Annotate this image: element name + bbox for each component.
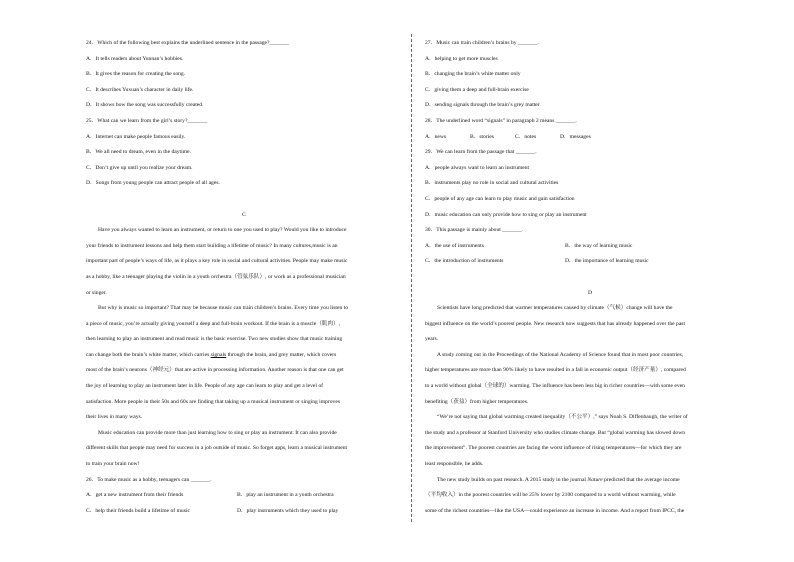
passage-c-line: important part of people’s ways of life, as it plays a key role in social and cultural activities. People may make music: [86, 258, 348, 265]
passage-c-text: through the brain, and grey matter, which covers: [226, 351, 337, 358]
q24-stem: 24．Which of the following best explains the underlined sentence in the passage?_______: [86, 40, 290, 46]
passage-d-line: years.: [425, 336, 439, 343]
q25-stem: 25．What can we learn from the girl’s story?_______: [86, 117, 208, 124]
q24-option-c: C．It describes Yuxuan’s character in daily life.: [86, 86, 194, 93]
q30-option-d: D．the importance of learning music: [565, 258, 649, 265]
q29-option-b: B．instruments play no role in social and cultural activities: [425, 180, 559, 187]
passage-d-line: A study coming out in the Proceedings of the National Academy of Science found that in most poor countries,: [437, 351, 684, 358]
passage-c-line: Have you always wanted to learn an instrument, or return to one you used to play? Would you like to introduce: [98, 227, 347, 234]
q25-option-d: D．Songs from young people can attract people of all ages.: [86, 180, 220, 187]
passage-d-line: Scientists have long predicted that warmer temperatures caused by climate（气候）change will have the: [437, 305, 673, 312]
q27-option-c: C．giving them a deep and full-brain exercise: [425, 86, 529, 93]
q28-option-c: C．notes: [515, 133, 537, 140]
passage-c-line: But why is music so important? That may be because music can train children’s brains. Every time you listen to: [98, 305, 349, 312]
q30-options-row: [425, 239, 755, 255]
passage-c-text: can change both the brain’s white matter, which carries: [86, 351, 211, 358]
q28-stem: 28．The underlined word “signals” in paragraph 2 means _______.: [425, 117, 577, 124]
passage-c-line: satisfaction. More people in their 50s and 60s are finding that taking up a musical instrument or singing improves: [86, 398, 340, 405]
passage-d-text: The new study builds on past research. A 2015 study in the journal: [437, 476, 588, 483]
q24-option-a: A．It tells readers about Yunnan’s hobbies.: [86, 55, 184, 62]
column-divider: [411, 34, 412, 522]
q30-stem: 30．This passage is mainly about _______.: [425, 227, 524, 234]
passage-c-heading: C: [242, 211, 246, 218]
passage-c-line: or singer.: [86, 289, 107, 296]
q25-option-a: A．Internet can make people famous easily.: [86, 133, 186, 140]
passage-d-line: “We’re not saying that global warming created inequality（不公平）,” says Noah S. Diffenbaugh, the writer of: [437, 414, 688, 421]
q28-options-row: [425, 130, 755, 146]
q25-option-b: B．We all need to dream, even in the daytime.: [86, 149, 191, 156]
q28-option-a: A．news: [425, 133, 447, 140]
q27-stem: 27．Music can train children’s brains by _______.: [425, 40, 539, 46]
passage-c-line: to train your brain now!: [86, 461, 140, 468]
passage-d-line: [425, 473, 755, 489]
q30-option-b: B．the way of learning music: [565, 242, 633, 249]
passage-c-line: the joy of learning to play an instrument later in life. People of any age can learn to play and get a level of: [86, 383, 324, 390]
right-column: [425, 36, 755, 519]
passage-d-line: higher temperatures are more than 90% likely to have resulted in a fall in economic output（经济产量）, compared: [425, 367, 686, 374]
q29-option-a: A．people always want to learn an instrument: [425, 164, 530, 171]
passage-d-line: the improvement”. The poorest countries are facing the worst influence of rising temperatures—for which they are: [425, 445, 682, 452]
q27-option-b: B．changing the brain’s white matter only: [425, 71, 521, 78]
q25-option-c: C．Don’t give up until you realize your dream.: [86, 164, 193, 171]
q26-stem: 26．To make music as a hobby, teenagers can _______.: [86, 476, 212, 483]
q26-option-c: C．help their friends build a lifetime of music: [86, 507, 190, 514]
passage-c-line: Music education can provide more than just learning how to sing or play an instrument. It can also provide: [98, 429, 337, 436]
underlined-word-signals: signals: [210, 351, 227, 358]
passage-c-line: different skills that people may need for success in a job outside of music. So forget apps, learn a musical instrument: [86, 445, 348, 452]
q28-option-b: B．stories: [470, 133, 494, 140]
q27-option-d: D．sending signals through the brain’s grey matter: [425, 102, 540, 109]
journal-name-nature: Nature: [587, 476, 603, 483]
passage-c-line: [86, 348, 402, 364]
passage-d-line: the study and a professor at Stanford University who studies climate change. But “global warming has slowed down: [425, 429, 686, 436]
q26-options-row: [86, 488, 402, 504]
passage-c-line: as a hobby, like a teenager playing the violin in a youth orchestra（管弦乐队）, or work as a professional musician: [86, 273, 346, 280]
passage-d-line: （平均收入）in the poorest countries will be 25% lower by 2100 compared to a world without warming, while: [425, 492, 676, 499]
passage-c-line: their lives in many ways.: [86, 414, 143, 421]
passage-c-line: then learning to play an instrument and read music is the basic exercise. Two new studies show that music training: [86, 336, 343, 343]
q29-option-d: D．music education can only provide how to sing or play an instrument: [425, 211, 587, 218]
q27-option-a: A．helping to get more muscles: [425, 55, 498, 62]
q30-option-c: C．the introduction of instruments: [425, 258, 504, 265]
q29-option-c: C．people of any age can learn to play music and gain satisfaction: [425, 195, 575, 202]
passage-c-line: most of the brain’s neurons（神经元）that are active in processing information. Another reason is that one can get: [86, 367, 344, 374]
passage-d-line: to a world without global（全球的）warming. The influence has been less big in richer countries—with some even: [425, 383, 685, 390]
left-column: [86, 36, 402, 519]
q26-option-b: B．play an instrument in a youth orchestra: [237, 492, 334, 499]
passage-d-line: least responsible, he adds.: [425, 461, 484, 468]
passage-d-line: biggest influence on the world’s poorest people. New research now suggests that has already happened over the past: [425, 320, 686, 327]
q24-option-d: D．It shows how the song was successfully created.: [86, 102, 204, 109]
q30-options-row: [425, 254, 755, 270]
passage-d-heading: D: [587, 289, 593, 296]
passage-c-line: a piece of music, you’re actually giving yourself a deep and full-brain workout. If the brain is a muscle（肌肉）,: [86, 320, 340, 327]
q28-option-d: D．messages: [560, 133, 591, 140]
passage-d-line: some of the richest countries—like the USA—could experience an increase in income. And a report from IPCC, the: [425, 507, 685, 514]
q29-stem: 29．We can learn from the passage that _______.: [425, 149, 537, 156]
q24-option-b: B．It gives the reason for creating the song.: [86, 71, 186, 78]
q26-option-a: A．get a new instrument from their friends: [86, 492, 184, 499]
passage-c-line: your friends to instrument lessons and help them start building a lifetime of music? In many cultures,music is an: [86, 242, 338, 249]
q26-options-row: [86, 504, 402, 520]
passage-d-text: predicted that the average income: [602, 476, 680, 483]
q30-option-a: A．the use of instruments: [425, 242, 484, 249]
passage-d-line: benefiting（获益）from higher temperatures.: [425, 398, 529, 405]
q26-option-d: D．play instruments which they used to play: [237, 507, 339, 514]
